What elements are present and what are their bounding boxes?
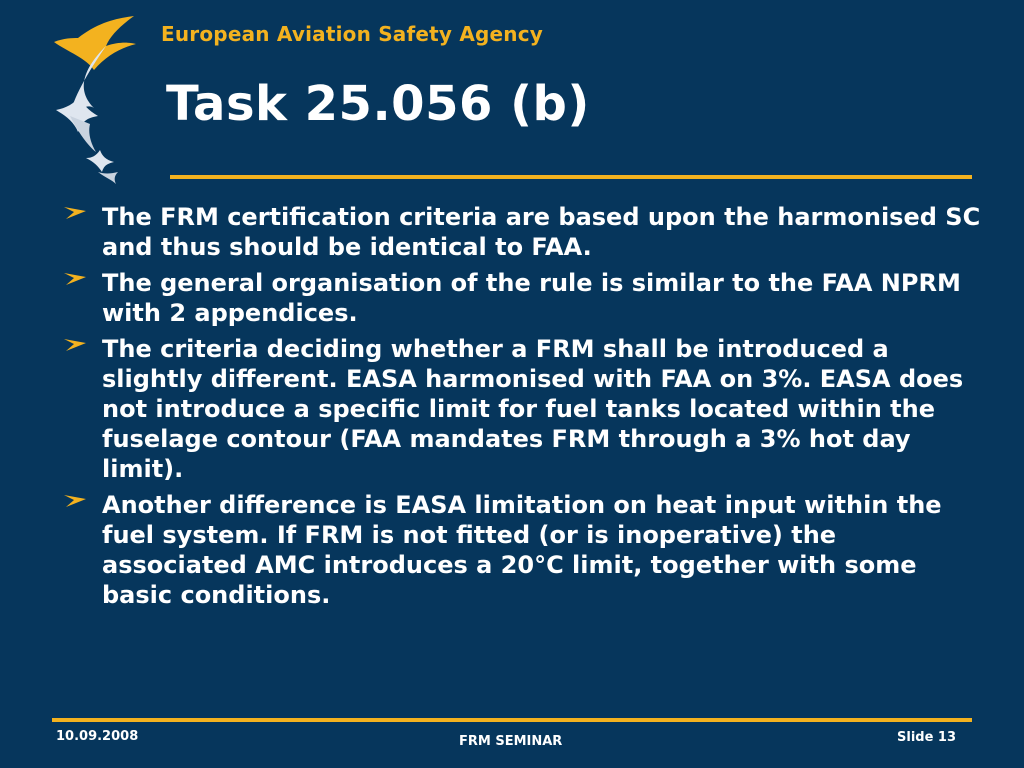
bullet-list xyxy=(62,202,982,616)
bullet-text: The criteria deciding whether a FRM shall be introduced a slightly different. EASA harmonised with FAA on 3%. EASA does not introduce a specific limit for fuel tanks located within the fuselage contour (FAA mandates FRM through a 3% hot day limit). xyxy=(102,335,964,483)
bullet-item xyxy=(62,268,982,328)
slide-title: Task 25.056 (b) xyxy=(166,76,590,132)
bullet-item xyxy=(62,202,982,262)
footer-title: FRM SEMINAR xyxy=(459,734,563,749)
arrow-chevron-icon xyxy=(62,493,90,509)
easa-logo-icon xyxy=(48,12,148,184)
arrow-chevron-icon xyxy=(62,337,90,353)
bullet-item xyxy=(62,490,982,610)
footer-divider xyxy=(52,718,972,722)
bullet-item xyxy=(62,334,982,484)
slide-number: Slide 13 xyxy=(897,730,957,745)
title-divider xyxy=(170,175,972,179)
footer-date: 10.09.2008 xyxy=(56,729,139,744)
bullet-text: The general organisation of the rule is similar to the FAA NPRM with 2 appendices. xyxy=(102,269,961,327)
bullet-text: The FRM certification criteria are based upon the harmonised SC and thus should be identical to FAA. xyxy=(102,203,981,261)
arrow-chevron-icon xyxy=(62,271,90,287)
bullet-text: Another difference is EASA limitation on heat input within the fuel system. If FRM is not fitted (or is inoperative) the associated AMC introduces a 20°C limit, together with some basic conditions. xyxy=(102,491,942,609)
agency-name: European Aviation Safety Agency xyxy=(161,22,544,46)
arrow-chevron-icon xyxy=(62,205,90,221)
